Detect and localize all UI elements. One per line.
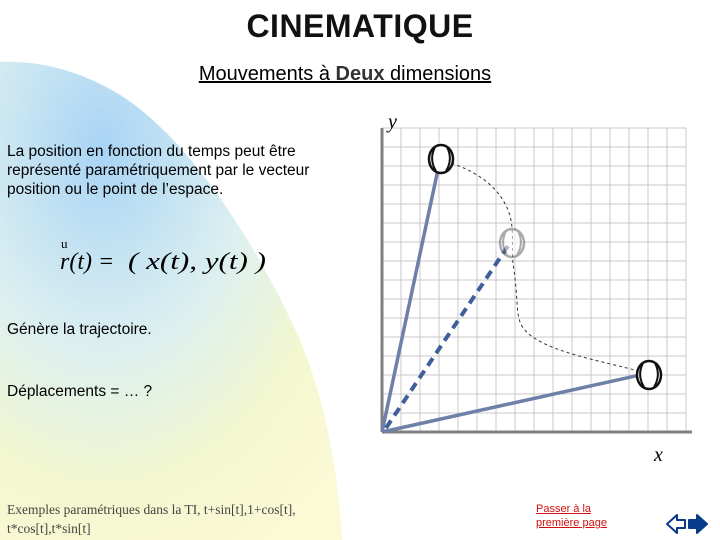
formula-lhs: r(t) = [60,249,115,275]
vector-mark: u [61,236,68,251]
first-page-link[interactable]: Passer à la première page [536,503,607,529]
trajectory-curve [440,160,642,372]
double-arrow-nav-icon[interactable] [666,512,708,536]
position-vector-formula [58,236,298,280]
trajectory-diagram [370,110,710,470]
displacements-text: Déplacements = … ? [7,383,153,400]
ball-icon [637,361,661,389]
position-vector-1 [382,160,440,432]
subtitle-emphasis: Deux [335,63,385,85]
subtitle-post: dimensions [384,63,492,85]
formula-rhs: ( x(t), y(t) ) [128,249,267,275]
page-title: CINEMATIQUE [246,8,474,44]
ball-icon [500,229,524,257]
ball-icon [429,145,453,173]
parametric-examples-text: Exemples paramétriques dans la TI, t+sin[t],1+cos[t], t*cos[t],t*sin[t] [7,502,296,536]
intro-paragraph: La position en fonction du temps peut être représenté paramétriquement par le vecteur position ou le point de l’espace. [7,143,310,198]
page-subtitle [0,63,690,86]
generates-trajectory-text: Génère la trajectoire. [7,321,152,338]
y-axis-label: y [388,111,397,133]
position-vector-3 [382,375,640,432]
subtitle-pre: Mouvements à [198,63,336,85]
displacement-vector [386,243,510,428]
x-axis-label: x [654,444,663,466]
